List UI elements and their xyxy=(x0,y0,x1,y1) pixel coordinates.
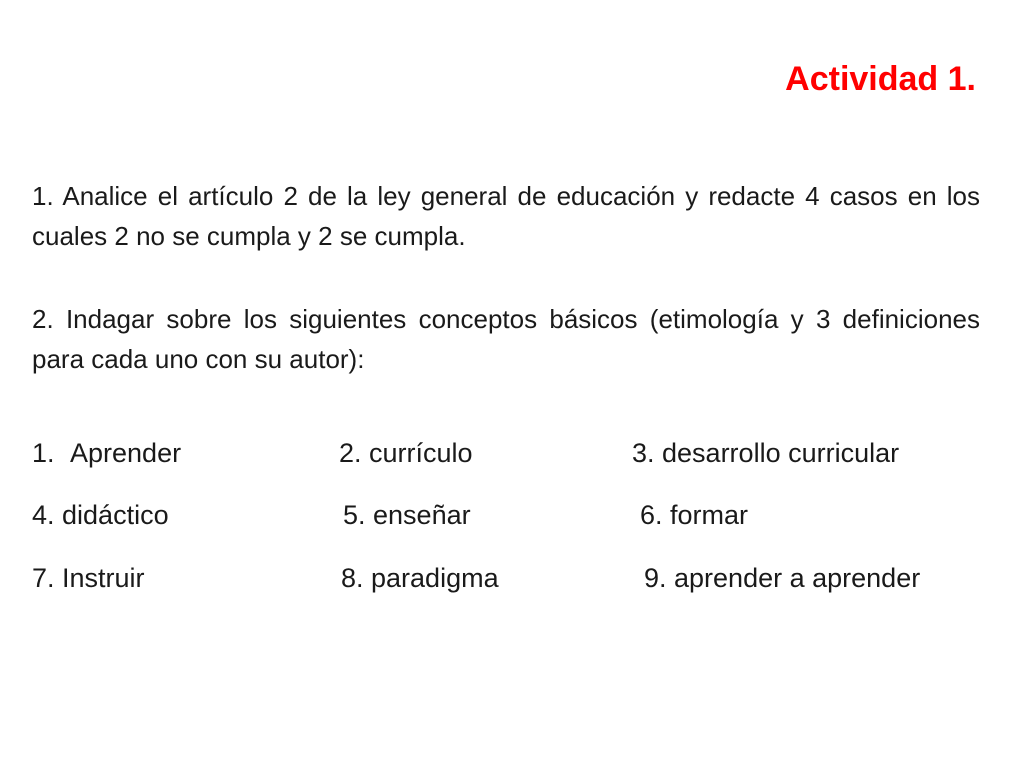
instruction-paragraph-2: 2. Indagar sobre los siguientes conceptos básicos (etimología y 3 definiciones para cada uno con su autor): xyxy=(32,304,980,374)
slide-title: Actividad 1. xyxy=(785,60,976,98)
instruction-paragraph-1: 1. Analice el artículo 2 de la ley general de educación y redacte 4 casos en los cuales 2 no se cumpla y 2 se cumpla. xyxy=(32,181,980,251)
concept-item-paradigma: 8. paradigma xyxy=(341,563,499,593)
concept-item-didactico: 4. didáctico xyxy=(32,500,169,530)
concept-item-instruir: 7. Instruir xyxy=(32,563,145,593)
concept-item-aprender-a-aprender: 9. aprender a aprender xyxy=(644,563,921,593)
concept-item-curriculo: 2. currículo xyxy=(339,438,473,468)
concept-item-ensenar: 5. enseñar xyxy=(343,500,471,530)
concept-number: 1. xyxy=(32,438,55,468)
concept-label: Aprender xyxy=(70,438,182,468)
concept-item-formar: 6. formar xyxy=(640,500,749,530)
concept-item-aprender xyxy=(32,437,181,469)
concept-item-desarrollo-curricular: 3. desarrollo curricular xyxy=(632,438,900,468)
